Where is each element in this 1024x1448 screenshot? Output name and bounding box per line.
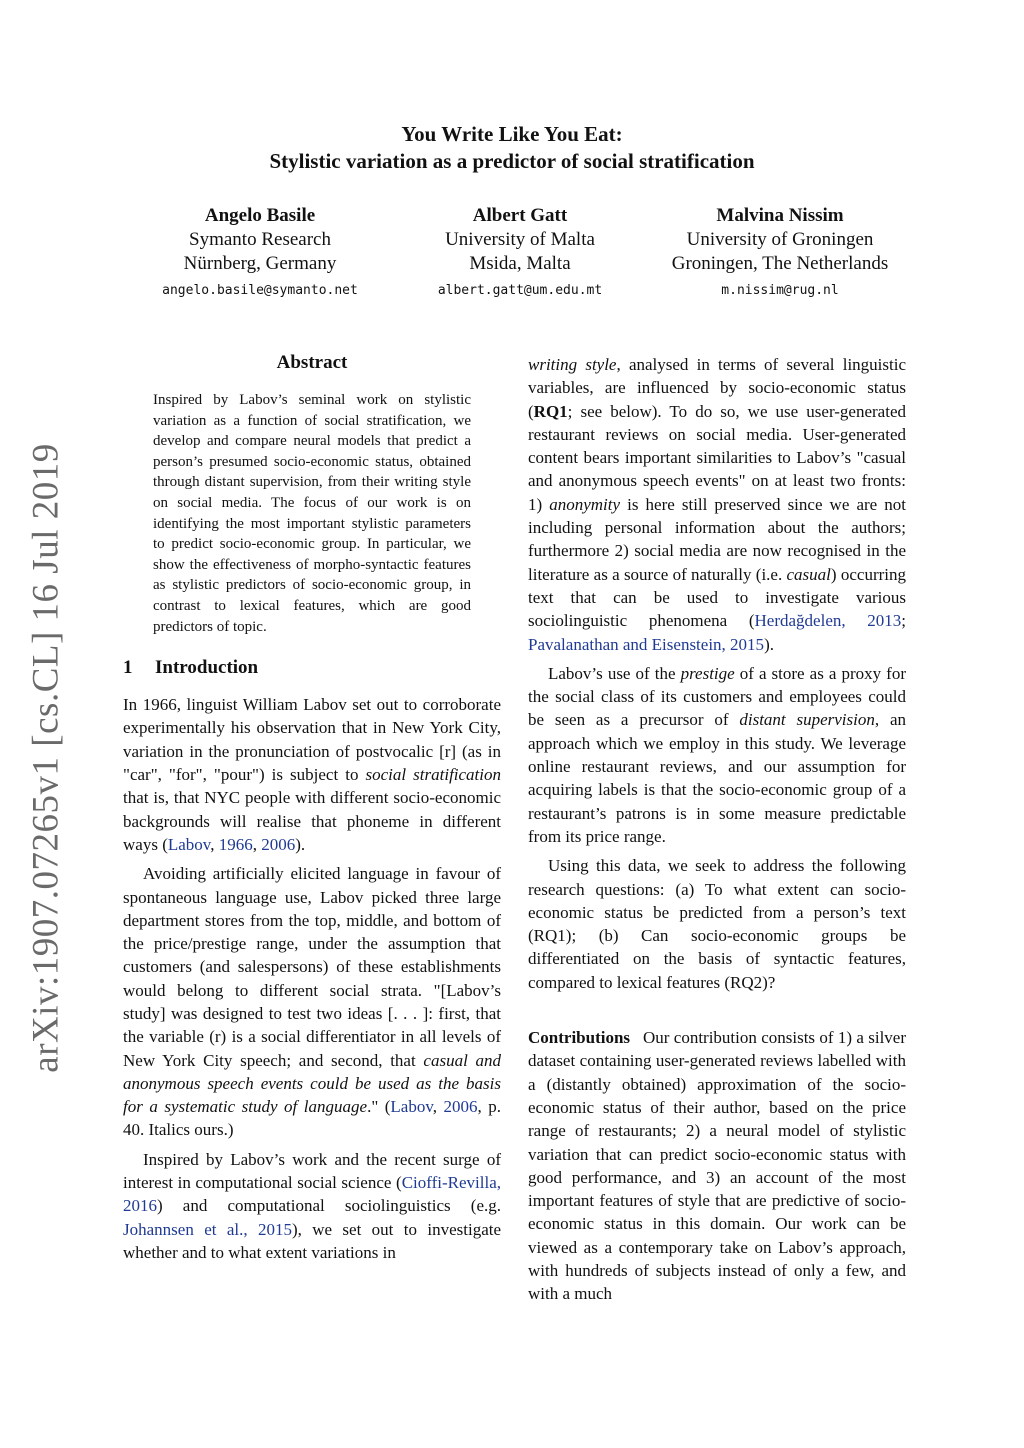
citation-link[interactable]: Pavalanathan and Eisenstein, 2015 bbox=[528, 634, 765, 654]
author-name: Malvina Nissim bbox=[716, 205, 844, 226]
author-gatt bbox=[390, 203, 650, 302]
citation-link[interactable]: 1966 bbox=[218, 834, 253, 854]
citation-link[interactable]: Herdağdelen, 2013 bbox=[754, 611, 902, 631]
author-affiliation: University of Groningen bbox=[686, 229, 874, 250]
intro-paragraph-5: Labov’s use of the prestige of a store as a proxy for the social class of its customers and employees could be seen as a precursor of distant supervision, an approach which we employ in this study. We leverage online restaurant reviews, and our assumption for acquiring labels is that the socio-economic group of a restaurant’s patrons is in some measure predictable from its price range. bbox=[528, 663, 907, 846]
intro-paragraph-2: Avoiding artificially elicited language in favour of spontaneous language use, Labov picked three large department stores from the top, middle, and bottom of the price/prestige range, under the assumption that customers (and salespersons) of these establishments would belong to different social strata. "[Labov’s study] was designed to test two ideas [. . . ]: first, that the variable (r) is a social differentiator in all levels of New York City speech; and second, that casual and anonymous speech events could be used as the basis for a systematic study of language." (Labov, 2006, p. 40. Italics ours.) bbox=[123, 864, 502, 1140]
author-email: albert.gatt@um.edu.mt bbox=[437, 283, 603, 298]
paper-title-line2: Stylistic variation as a predictor of social stratification bbox=[269, 149, 755, 173]
citation-link[interactable]: 2006 bbox=[443, 1097, 478, 1117]
right-column bbox=[528, 353, 906, 1306]
author-location: Msida, Malta bbox=[469, 253, 571, 274]
citation-link[interactable]: Cioffi-Revilla, 2016 bbox=[123, 1173, 501, 1216]
contributions-paragraph: Contributions Our contribution consists of 1) a silver dataset containing user-generated reviews labelled with a (distantly obtained) approximation of the socio-economic status of their author, based on the price range of restaurants; 2) a neural model of stylistic variation that can predict socio-economic status with good performance, and 3) an account of the most important features of style that are predictive of socio-economic status in this domain. Our work can be viewed as a contemporary take on Labov’s approach, with hundreds of subjects instead of only a few, and with a much bbox=[528, 1028, 906, 1304]
citation-link[interactable]: Labov bbox=[390, 1097, 433, 1117]
left-column bbox=[123, 350, 501, 1264]
section-heading-introduction bbox=[123, 655, 501, 681]
contributions-heading: Contributions bbox=[528, 1028, 631, 1048]
intro-paragraph-3: Inspired by Labov’s work and the recent surge of interest in computational social science (Cioffi-Revilla, 2016) and computational sociolinguistics (e.g. Johannsen et al., 2015), we set out to investigate whether and to what extent variations in bbox=[123, 1149, 502, 1262]
citation-link[interactable]: 2006 bbox=[261, 834, 296, 854]
author-basile bbox=[130, 203, 390, 302]
abstract-text: Inspired by Labov’s seminal work on stylistic variation as a function of social stratification, we develop and compare neural models that predict a person’s presumed socio-economic status, obtained through distant supervision, from their writing style on social media. The focus of our work is on identifying the most important stylistic parameters to predict socio-economic group. In particular, we show the effectiveness of morpho-syntactic features as stylistic predictors of socio-economic group, in contrast to lexical features, which are good predictors of topic. bbox=[153, 392, 471, 635]
section-number: 1 bbox=[123, 657, 133, 679]
paragraph-gap bbox=[528, 994, 906, 1026]
author-email: m.nissim@rug.nl bbox=[721, 283, 839, 298]
intro-paragraph-1: In 1966, linguist William Labov set out to corroborate experimentally his observation that in New York City, variation in the pronunciation of postvocalic [r] (as in "car", "for", "pour") is subject to social stratification that is, that NYC people with different socio-economic backgrounds will realise that phoneme in different ways (Labov, 1966, 2006). bbox=[123, 695, 502, 854]
author-block bbox=[130, 203, 910, 302]
intro-paragraph-6: Using this data, we seek to address the following research questions: (a) To what extent can socio-economic status be predicted from a person’s text (RQ1); (b) Can socio-economic groups be differentiated on the basis of syntactic features, compared to lexical features (RQ2)? bbox=[528, 856, 906, 992]
intro-paragraph-4: writing style, analysed in terms of several linguistic variables, are influenced by socio-economic status (RQ1; see below). To do so, we use user-generated restaurant reviews on social media. User-generated content bears important similarities to Labov’s "casual and anonymous speech events" on at least two fronts: 1) anonymity is here still preserved since we are not including personal information about the authors; furthermore 2) social media are now recognised in the literature as a source of naturally (i.e. casual) occurring text that can be used to investigate various sociolinguistic phenomena (Herdağdelen, 2013; Pavalanathan and Eisenstein, 2015). bbox=[528, 355, 907, 654]
arxiv-stamp: arXiv:1907.07265v1 [cs.CL] 16 Jul 2019 bbox=[25, 443, 67, 1073]
author-location: Groningen, The Netherlands bbox=[671, 253, 889, 274]
author-email: angelo.basile@symanto.net bbox=[162, 283, 358, 298]
author-location: Nürnberg, Germany bbox=[183, 253, 337, 274]
author-nissim bbox=[650, 203, 910, 302]
abstract-heading: Abstract bbox=[276, 352, 348, 373]
author-name: Albert Gatt bbox=[472, 205, 568, 226]
paper-title-line1: You Write Like You Eat: bbox=[401, 122, 623, 146]
citation-link[interactable]: Johannsen et al., 2015 bbox=[123, 1219, 292, 1239]
citation-link[interactable]: Labov bbox=[167, 834, 211, 854]
section-title: Introduction bbox=[155, 657, 259, 679]
author-affiliation: University of Malta bbox=[445, 229, 595, 250]
author-name: Angelo Basile bbox=[204, 205, 316, 226]
author-affiliation: Symanto Research bbox=[189, 229, 331, 250]
